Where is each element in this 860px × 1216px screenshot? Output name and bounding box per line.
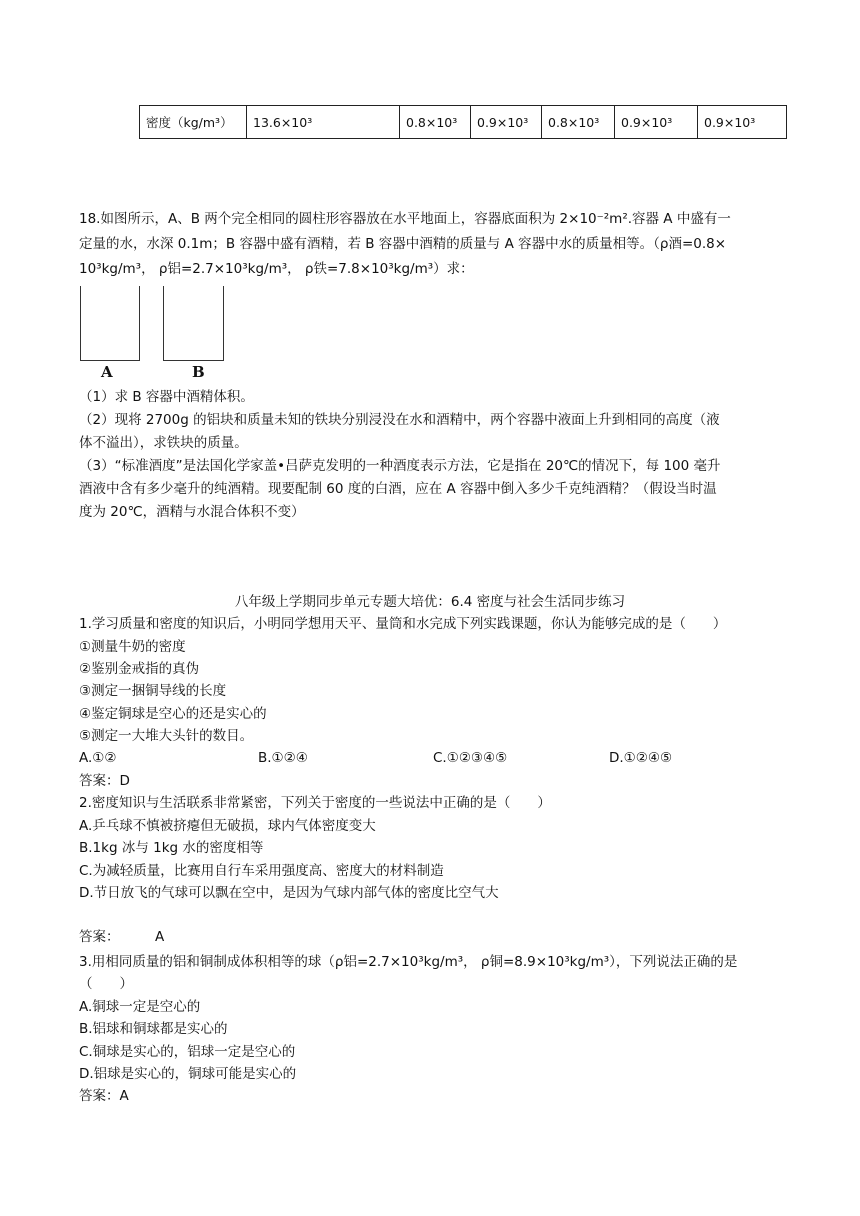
section-title: 八年级上学期同步单元专题大培优：6.4 密度与社会生活同步练习	[234, 594, 626, 610]
table-cell: 0.9×10³	[698, 106, 787, 139]
q3-option-c: C.铜球是实心的，铝球一定是空心的	[79, 1044, 296, 1060]
q2-option-c: C.为减轻质量，比赛用自行车采用强度高、密度大的材料制造	[79, 863, 444, 879]
table-cell: 0.8×10³	[542, 106, 615, 139]
q1-option-a: A.①②	[79, 750, 117, 766]
q1-option-b: B.①②④	[258, 750, 308, 766]
container-a-figure	[80, 286, 140, 361]
q18-part-3-line-1: （3）“标准酒度”是法国化学家盖•吕萨克发明的一种酒度表示方法，它是指在 20℃的情况下，每 100 毫升	[79, 458, 721, 474]
q2-option-b: B.1kg 冰与 1kg 水的密度相等	[79, 840, 264, 856]
q3-stem: 3.用相同质量的铝和铜制成体积相等的球（ρ铝=2.7×10³kg/m³， ρ铜=8.9×10³kg/m³），下列说法正确的是	[79, 954, 738, 970]
q3-option-d: D.铝球是实心的，铜球可能是实心的	[79, 1066, 297, 1082]
q2-option-a: A.乒乓球不慎被挤瘪但无破损，球内气体密度变大	[79, 818, 376, 834]
q1-item: ①测量牛奶的密度	[79, 639, 186, 655]
q18-part-2-line-2: 体不溢出），求铁块的质量。	[79, 435, 248, 451]
q2-answer-label: 答案：	[79, 929, 120, 945]
q1-item: ③测定一捆铜导线的长度	[79, 683, 227, 699]
q1-answer: 答案：D	[79, 773, 130, 789]
q3-answer: 答案：A	[79, 1088, 129, 1104]
q1-item: ⑤测定一大堆大头针的数目。	[79, 728, 254, 744]
q1-item: ④鉴定铜球是空心的还是实心的	[79, 706, 267, 722]
q1-stem: 1.学习质量和密度的知识后，小明同学想用天平、量筒和水完成下列实践课题，你认为能够完成的是（ ）	[79, 616, 727, 632]
q18-part-3-line-2: 酒液中含有多少毫升的纯酒精。现要配制 60 度的白酒，应在 A 容器中倒入多少千克纯酒精？（假设当时温	[79, 481, 717, 497]
q3-paren: （ ）	[79, 976, 133, 992]
q18-line-1: 18.如图所示，A、B 两个完全相同的圆柱形容器放在水平地面上，容器底面积为 2×10⁻²m².容器 A 中盛有一	[79, 211, 731, 227]
q2-option-d: D.节日放飞的气球可以飘在空中，是因为气球内部气体的密度比空气大	[79, 885, 499, 901]
table-row	[140, 106, 787, 139]
table-cell: 0.9×10³	[615, 106, 698, 139]
density-table	[139, 105, 787, 139]
q1-option-d: D.①②④⑤	[609, 750, 673, 766]
q18-part-3-line-3: 度为 20℃，酒精与水混合体积不变）	[79, 504, 305, 520]
container-a-label: A	[101, 363, 113, 381]
q3-option-a: A.铜球一定是空心的	[79, 999, 201, 1015]
q2-answer-value: A	[155, 929, 165, 945]
q18-line-2: 定量的水，水深 0.1m；B 容器中盛有酒精，若 B 容器中酒精的质量与 A 容器中水的质量相等。（ρ酒=0.8×	[79, 236, 727, 252]
q2-stem: 2.密度知识与生活联系非常紧密，下列关于密度的一些说法中正确的是（ ）	[79, 795, 551, 811]
table-cell: 0.8×10³	[400, 106, 471, 139]
q1-item: ②鉴别金戒指的真伪	[79, 661, 200, 677]
table-cell: 0.9×10³	[471, 106, 542, 139]
q18-line-3: 10³kg/m³， ρ铝=2.7×10³kg/m³， ρ铁=7.8×10³kg/m³）求：	[79, 261, 474, 277]
q3-option-b: B.铝球和铜球都是实心的	[79, 1021, 228, 1037]
table-cell: 13.6×10³	[247, 106, 400, 139]
q18-part-1: （1）求 B 容器中酒精体积。	[79, 389, 254, 405]
container-b-label: B	[192, 363, 205, 381]
container-b-figure	[163, 286, 224, 361]
table-header-cell: 密度（kg/m³）	[140, 106, 247, 139]
q18-part-2-line-1: （2）现将 2700g 的铝块和质量未知的铁块分别浸没在水和酒精中，两个容器中液面上升到相同的高度（液	[79, 412, 720, 428]
q1-option-c: C.①②③④⑤	[433, 750, 508, 766]
